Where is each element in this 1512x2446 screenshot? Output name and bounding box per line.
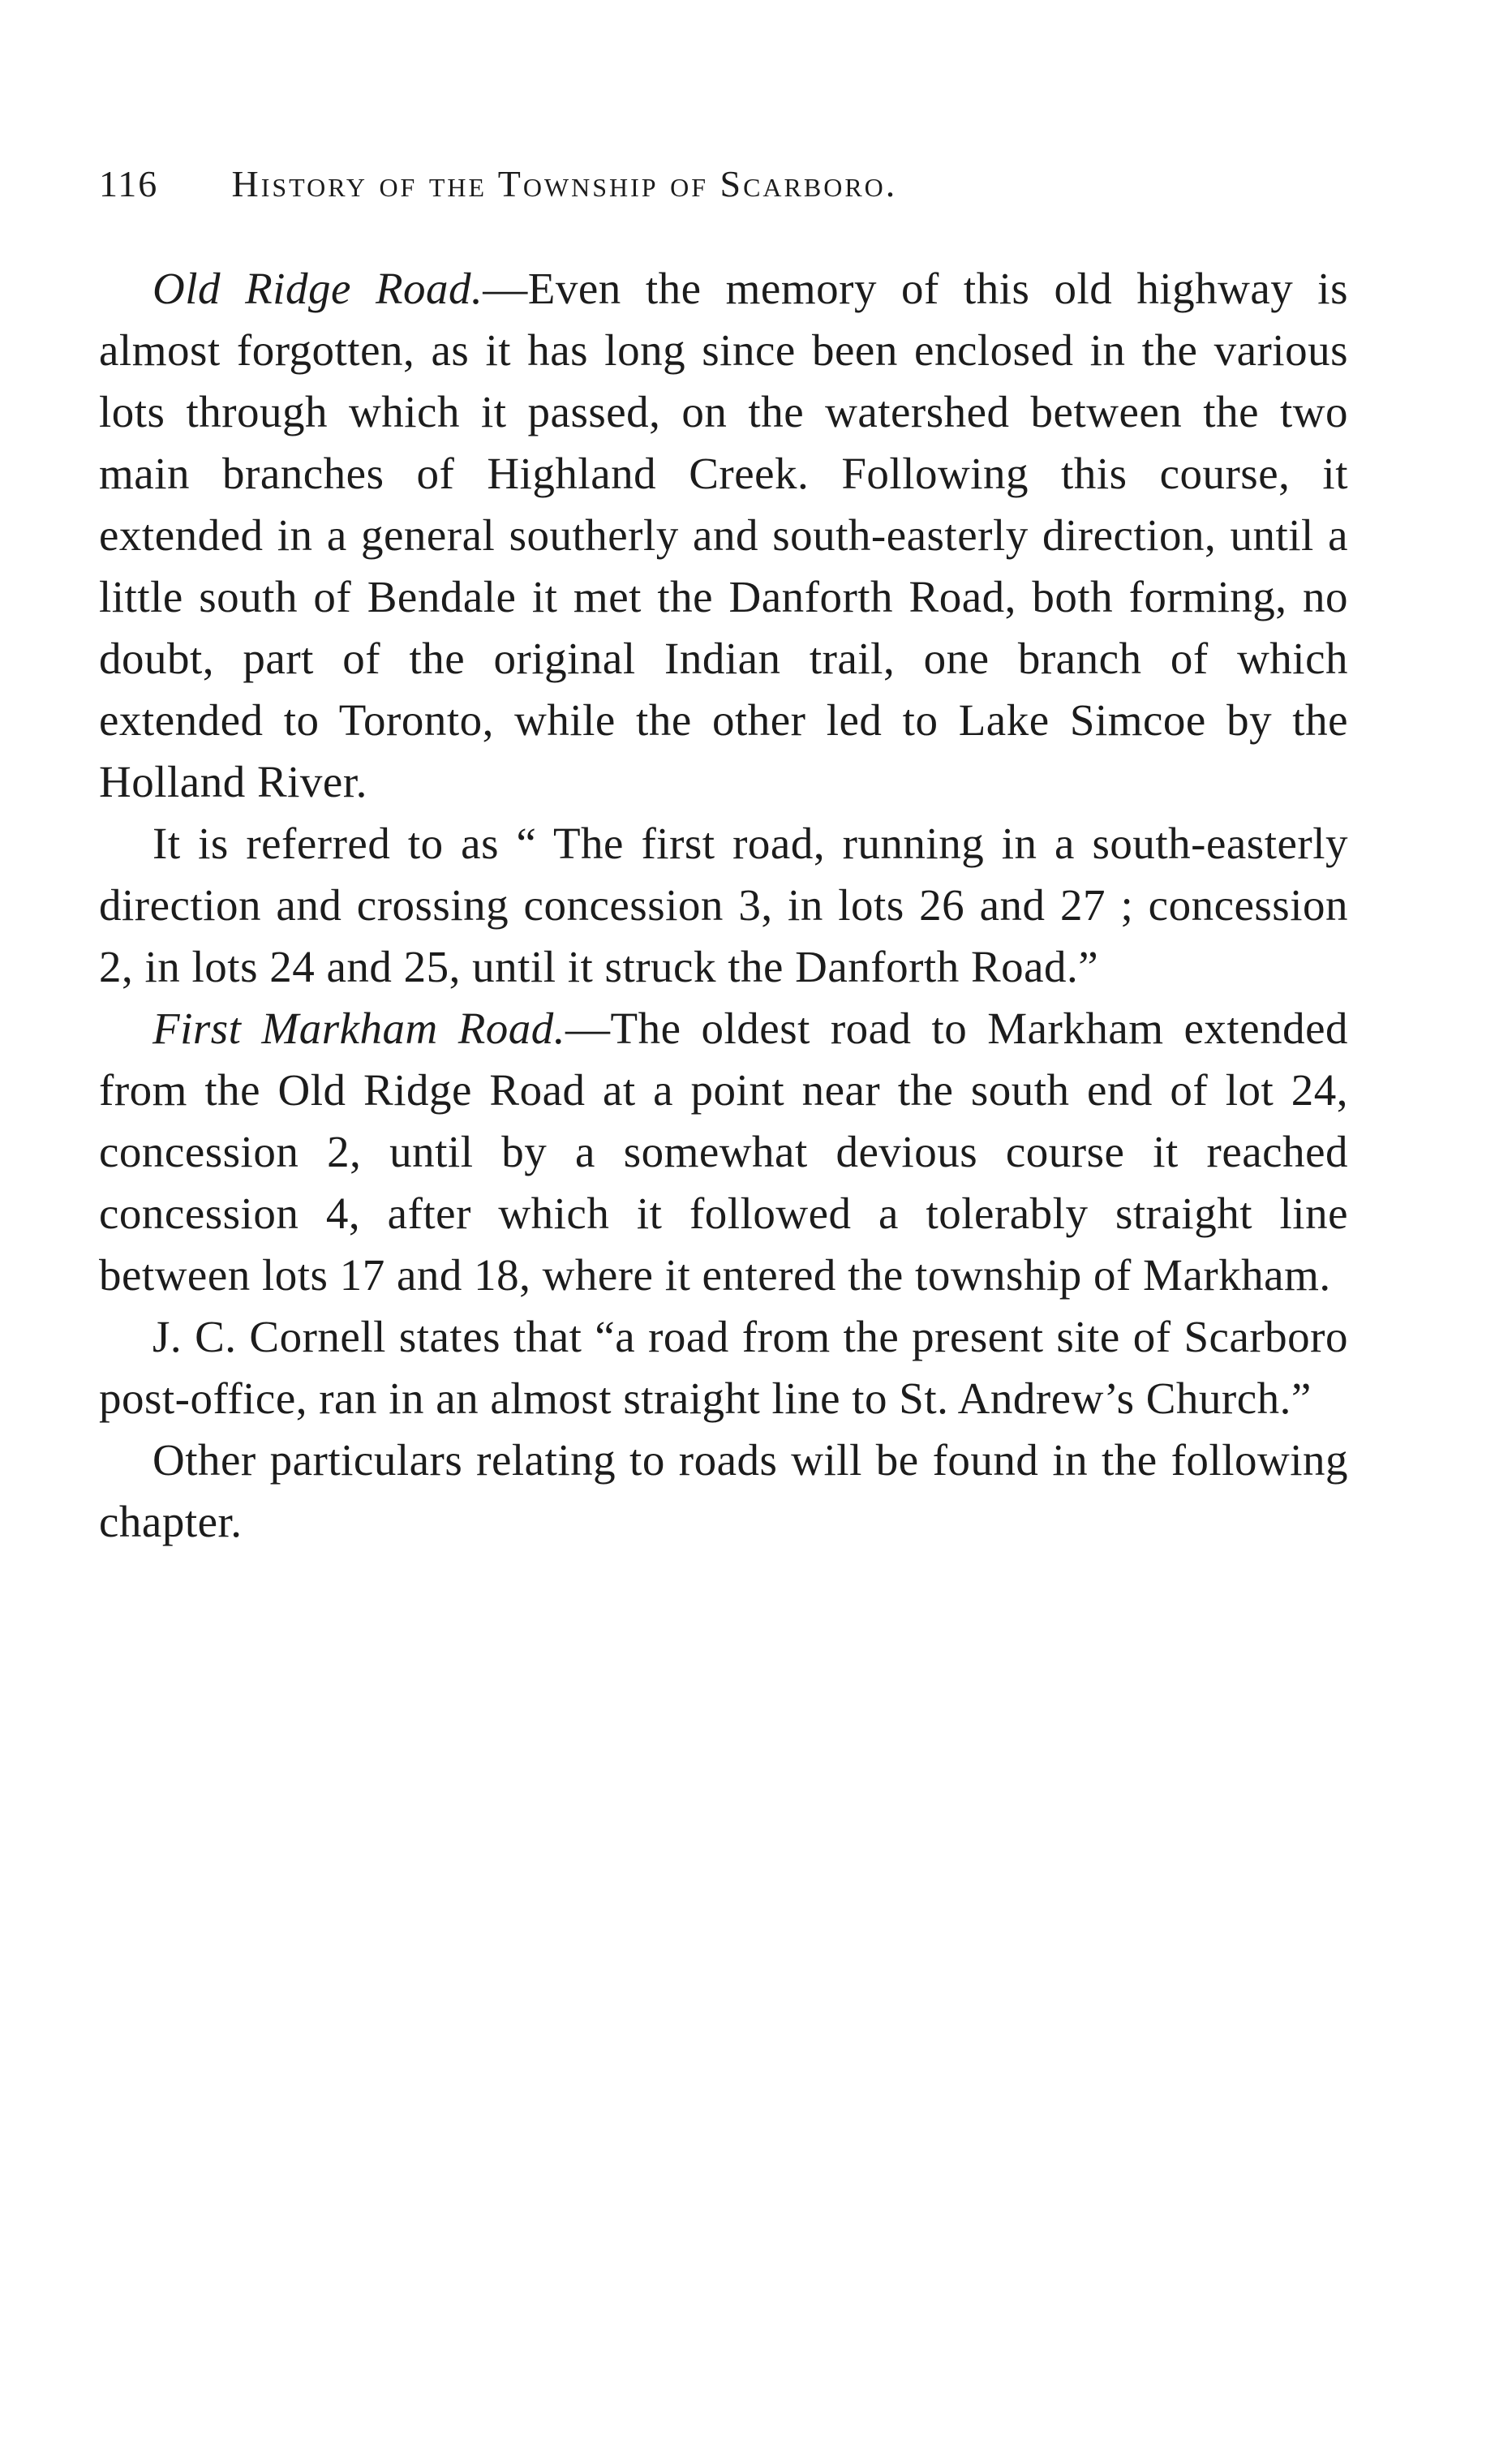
running-title: History of the Township of Scarboro. (231, 163, 898, 204)
paragraph-cornell-statement (99, 1306, 1348, 1429)
running-head (99, 162, 1364, 221)
run-in-heading: First Markham Road. (152, 1004, 566, 1053)
paragraph-text: J. C. Cornell states that “a road from the present site of Scarboro post-office, ran in an almost straight line to St. Andrew’s Church.” (99, 1312, 1348, 1423)
page-number: 116 (99, 163, 159, 204)
paragraph-referred-to (99, 813, 1348, 998)
paragraph-text: —Even the memory of this old highway is almost forgotten, as it has long since been enclosed in the various lots through which it passed, on the watershed between the two main branches of Highland Creek. Following this course, it extended in a general southerly and south-easterly direction, until a little south of Bendale it met the Danforth Road, both forming, no doubt, part of the original Indian trail, one branch of which extended to Toronto, while the other led to Lake Simcoe by the Holland River. (99, 264, 1348, 806)
paragraph-text: Other particulars relating to roads will be found in the following chapter. (99, 1435, 1348, 1546)
paragraph-text: It is referred to as “ The first road, running in a south-easterly direction and crossing concession 3, in lots 26 and 27 ; concession 2, in lots 24 and 25, until it struck the Danforth Road.” (99, 819, 1348, 991)
paragraph-other-particulars (99, 1429, 1348, 1553)
body-text (99, 258, 1348, 1553)
paragraph-text: —The oldest road to Markham extended from the Old Ridge Road at a point near the south end of lot 24, concession 2, until by a somewhat devious course it reached concession 4, after which it followed a tolerably straight line between lots 17 and 18, where it entered the township of Markham. (99, 1004, 1348, 1300)
paragraph-old-ridge-road (99, 258, 1348, 813)
run-in-heading: Old Ridge Road. (152, 264, 483, 313)
paragraph-first-markham-road (99, 998, 1348, 1306)
